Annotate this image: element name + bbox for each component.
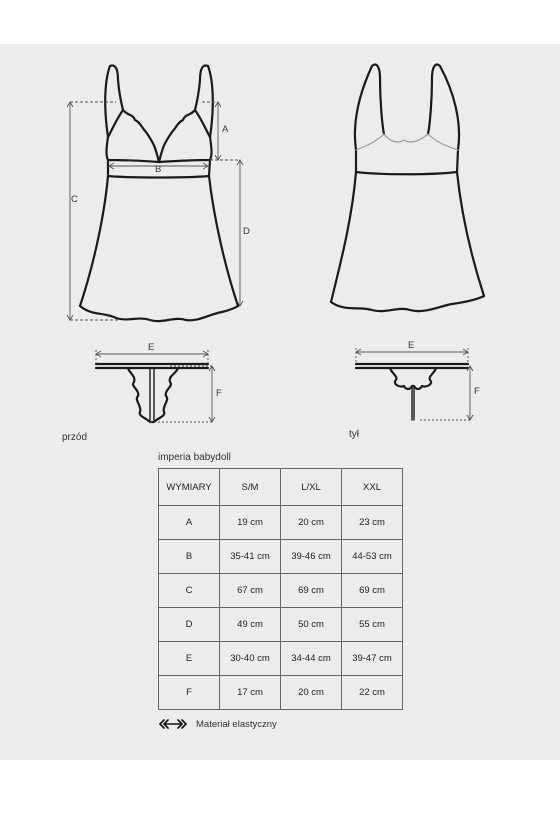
table-cell: 39-46 cm [281, 540, 342, 574]
table-caption: imperia babydoll [158, 452, 231, 463]
table-cell: 20 cm [281, 676, 342, 710]
front-thong-outline [96, 364, 208, 422]
back-babydoll-outline [331, 65, 484, 312]
table-cell: 69 cm [342, 574, 403, 608]
dim-label-e-front: E [148, 342, 155, 353]
table-header-cell: XXL [342, 469, 403, 506]
back-thong-outline [356, 364, 468, 420]
table-row [159, 642, 403, 676]
table-cell: 69 cm [281, 574, 342, 608]
table-row [159, 608, 403, 642]
table-cell: 22 cm [342, 676, 403, 710]
table-cell: 19 cm [220, 506, 281, 540]
table-row [159, 540, 403, 574]
dim-label-e-back: E [408, 340, 415, 351]
table-cell: 30-40 cm [220, 642, 281, 676]
legend [158, 718, 277, 730]
table-cell: B [159, 540, 220, 574]
table-cell: C [159, 574, 220, 608]
front-view-label: przód [62, 432, 88, 443]
dim-label-f-front: F [216, 388, 222, 399]
table-cell: E [159, 642, 220, 676]
elastic-arrows-icon [158, 718, 188, 730]
table-header-cell: WYMIARY [159, 469, 220, 506]
table-cell: A [159, 506, 220, 540]
table-cell: F [159, 676, 220, 710]
dim-label-f-back: F [474, 386, 480, 397]
table-cell: 44-53 cm [342, 540, 403, 574]
legend-text: Materiał elastyczny [196, 718, 277, 730]
dim-label-b: B [155, 164, 162, 175]
table-header-row [159, 469, 403, 506]
table-row [159, 676, 403, 710]
table-cell: D [159, 608, 220, 642]
table-cell: 20 cm [281, 506, 342, 540]
table-cell: 35-41 cm [220, 540, 281, 574]
table-cell: 39-47 cm [342, 642, 403, 676]
table-cell: 55 cm [342, 608, 403, 642]
dim-label-a: A [222, 124, 229, 135]
dim-label-d: D [243, 226, 250, 237]
front-babydoll-outline [80, 66, 238, 322]
table-header-cell: L/XL [281, 469, 342, 506]
dim-label-c: C [71, 194, 78, 205]
table-cell: 34-44 cm [281, 642, 342, 676]
back-view-label: tył [349, 429, 359, 440]
table-cell: 50 cm [281, 608, 342, 642]
size-table [158, 468, 403, 710]
table-cell: 17 cm [220, 676, 281, 710]
table-cell: 49 cm [220, 608, 281, 642]
table-cell: 67 cm [220, 574, 281, 608]
table-header-cell: S/M [220, 469, 281, 506]
table-row [159, 574, 403, 608]
table-row [159, 506, 403, 540]
table-cell: 23 cm [342, 506, 403, 540]
